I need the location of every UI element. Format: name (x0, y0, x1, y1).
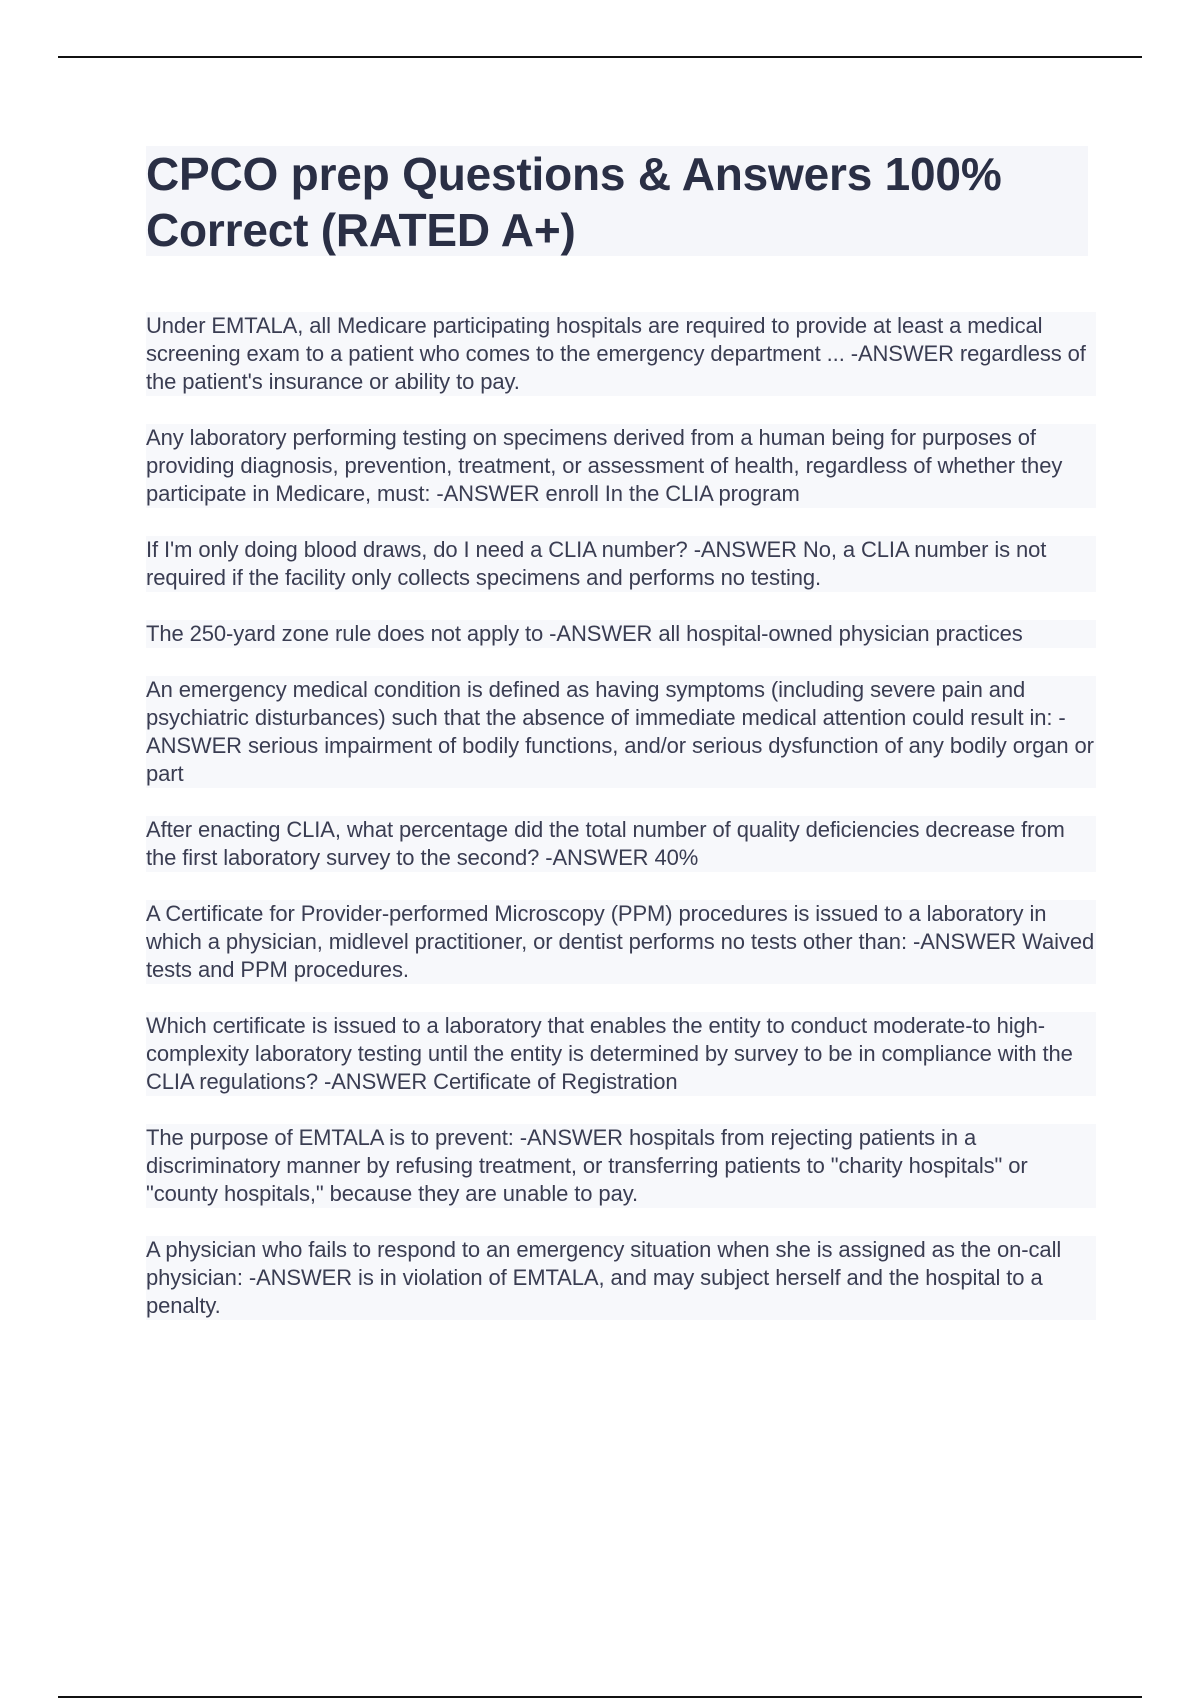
qa-item-2: Any laboratory performing testing on specimens derived from a human being for purposes of providing diagnosis, prevention, treatment, or assessment of health, regardless of whether they participate in Medicare, must: -ANSWER enroll In the CLIA program (146, 424, 1096, 508)
qa-item-5: An emergency medical condition is defined as having symptoms (including severe pain and psychiatric disturbances) such that the absence of immediate medical attention could result in: -ANSWER serious impairment of bodily functions, and/or serious dysfunction of any bodily organ or part (146, 676, 1096, 788)
qa-item-7: A Certificate for Provider-performed Microscopy (PPM) procedures is issued to a laboratory in which a physician, midlevel practitioner, or dentist performs no tests other than: -ANSWER Waived tests and PPM procedures. (146, 901, 1095, 982)
qa-item-6: After enacting CLIA, what percentage did the total number of quality deficiencies decrease from the first laboratory survey to the second? -ANSWER 40% (146, 816, 1096, 872)
qa-item-9: The purpose of EMTALA is to prevent: -ANSWER hospitals from rejecting patients in a discriminatory manner by refusing treatment, or transferring patients to "charity hospitals" or "county hospitals," because they are unable to pay. (146, 1124, 1096, 1208)
header-rule (58, 56, 1142, 58)
document-title: CPCO prep Questions & Answers 100% Correct (RATED A+) (146, 148, 1002, 256)
qa-list (146, 312, 1096, 1348)
footer-rule (58, 1696, 1142, 1698)
qa-item-8: Which certificate is issued to a laboratory that enables the entity to conduct moderate-to high-complexity laboratory testing until the entity is determined by survey to be in compliance with the CLIA regulations? -ANSWER Certificate of Registration (146, 1012, 1096, 1096)
qa-item-10: A physician who fails to respond to an emergency situation when she is assigned as the on-call physician: -ANSWER is in violation of EMTALA, and may subject herself and the hospital to a penalty. (146, 1236, 1096, 1320)
title-block (146, 146, 1088, 256)
qa-item-3: If I'm only doing blood draws, do I need a CLIA number? -ANSWER No, a CLIA number is not required if the facility only collects specimens and performs no testing. (146, 536, 1096, 592)
qa-item-1: Under EMTALA, all Medicare participating hospitals are required to provide at least a medical screening exam to a patient who comes to the emergency department ... -ANSWER regardless of the patient's insurance or ability to pay. (146, 312, 1096, 396)
qa-item-4: The 250-yard zone rule does not apply to -ANSWER all hospital-owned physician practices (146, 620, 1096, 648)
